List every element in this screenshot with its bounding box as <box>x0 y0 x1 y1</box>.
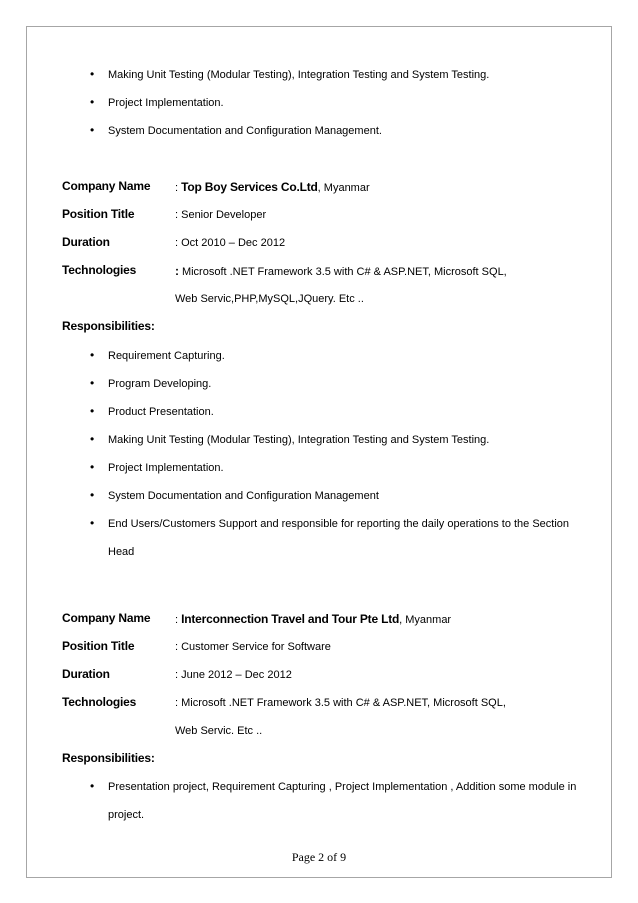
bullet: • <box>90 404 95 418</box>
duration-value: : June 2012 – Dec 2012 <box>175 669 292 681</box>
technologies-value: : Microsoft .NET Framework 3.5 with C# & ASP.NET, Microsoft SQL, <box>175 697 506 709</box>
position-title-label: Position Title <box>62 639 135 653</box>
technologies-label: Technologies <box>62 263 137 277</box>
position-title-label: Position Title <box>62 207 135 221</box>
responsibilities-label: Responsibilities: <box>62 751 155 765</box>
list-item: Making Unit Testing (Modular Testing), Integration Testing and System Testing. <box>108 434 490 446</box>
page-number: Page 2 of 9 <box>291 850 347 864</box>
list-item: Project Implementation. <box>108 462 224 474</box>
bullet: • <box>90 516 95 530</box>
company-name: Interconnection Travel and Tour Pte Ltd <box>181 612 400 626</box>
duration-label: Duration <box>62 667 110 681</box>
list-item: System Documentation and Configuration Management. <box>108 125 382 137</box>
list-item: System Documentation and Configuration Management <box>108 490 379 502</box>
responsibilities-label: Responsibilities: <box>62 319 155 333</box>
company-name: Top Boy Services Co.Ltd <box>181 180 318 194</box>
bullet: • <box>90 779 95 793</box>
position-title-value: : Senior Developer <box>175 209 267 221</box>
company-name-value: : Top Boy Services Co.Ltd, Myanmar <box>175 180 370 194</box>
technologies-label: Technologies <box>62 695 137 709</box>
technologies-value-cont: Web Servic. Etc .. <box>175 725 263 737</box>
duration-value: : Oct 2010 – Dec 2012 <box>175 237 286 249</box>
list-item: Making Unit Testing (Modular Testing), Integration Testing and System Testing. <box>108 69 490 81</box>
bullet: • <box>90 123 95 137</box>
list-item-cont: project. <box>108 809 145 821</box>
list-item: Program Developing. <box>108 378 212 390</box>
bullet: • <box>90 95 95 109</box>
list-item: Requirement Capturing. <box>108 350 225 362</box>
company-name-value: : Interconnection Travel and Tour Pte Ltd, Myanmar <box>175 612 452 626</box>
company-name-label: Company Name <box>62 611 151 625</box>
technologies-value: : Microsoft .NET Framework 3.5 with C# & ASP.NET, Microsoft SQL, <box>175 264 507 278</box>
list-item: Presentation project, Requirement Capturing , Project Implementation , Addition some module in <box>108 781 577 793</box>
duration-label: Duration <box>62 235 110 249</box>
position-title-value: : Customer Service for Software <box>175 641 331 653</box>
list-item-cont: Head <box>108 546 135 558</box>
bullet: • <box>90 376 95 390</box>
bullet: • <box>90 432 95 446</box>
list-item: Project Implementation. <box>108 97 224 109</box>
company-name-label: Company Name <box>62 179 151 193</box>
bullet: • <box>90 348 95 362</box>
technologies-value-cont: Web Servic,PHP,MySQL,JQuery. Etc .. <box>175 293 364 305</box>
bullet: • <box>90 488 95 502</box>
bullet: • <box>90 460 95 474</box>
list-item: Product Presentation. <box>108 406 214 418</box>
bullet: • <box>90 67 95 81</box>
list-item: End Users/Customers Support and responsible for reporting the daily operations to the Section <box>108 518 570 530</box>
